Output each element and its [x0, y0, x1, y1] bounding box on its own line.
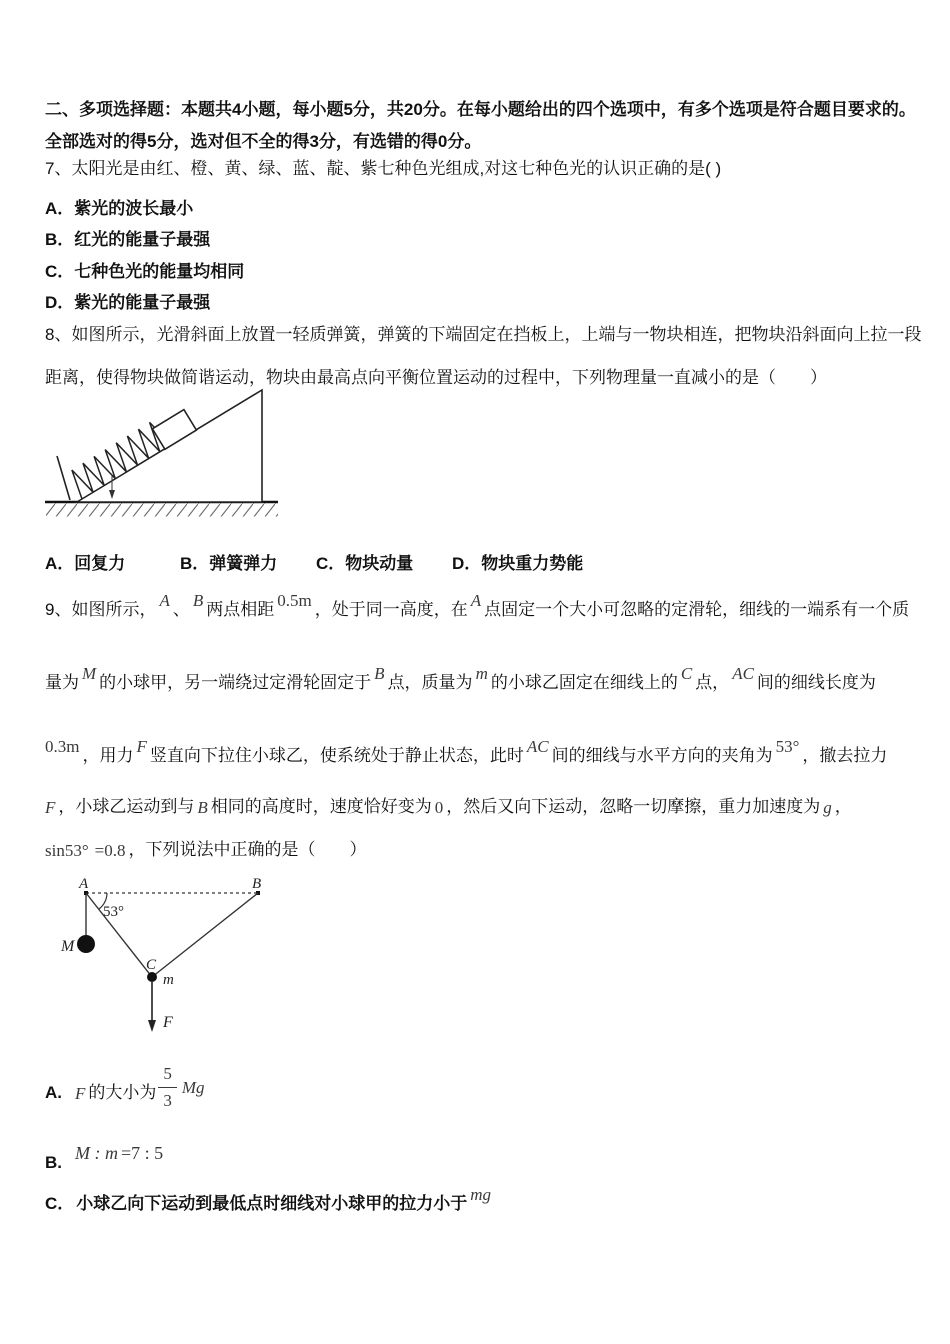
q9-option-c-text: 小球乙向下运动到最低点时细线对小球甲的拉力小于 [76, 1194, 468, 1213]
q8-option-a [45, 552, 125, 576]
ball-m-big [77, 935, 95, 953]
q9-math: F [45, 798, 56, 817]
q9-math: 0 [434, 798, 444, 817]
q9-math: B [192, 591, 204, 610]
q8-stem-line1: 8、如图所示，光滑斜面上放置一轻质弹簧，弹簧的下端固定在挡板上，上端与一物块相连，把物块沿斜面向上拉一段 [45, 325, 922, 344]
q9-text: 间的细线长度为 [756, 673, 876, 692]
label-b: B [252, 876, 262, 892]
q7-stem: 7、太阳光是由红、橙、黄、绿、蓝、靛、紫七种色光组成,对这七种色光的认识正确的是( ) [45, 159, 722, 178]
q9-option-c [45, 1185, 494, 1216]
q7-option-b [45, 228, 210, 252]
q9-math: M [82, 664, 97, 683]
q9-stem-line4 [45, 795, 852, 819]
q8-stem-line2: 距离，使得物块做简谐运动，物块由最高点向平衡位置运动的过程中，下列物理量一直减小的是（ ） [45, 368, 827, 387]
q9-math: B [197, 798, 208, 817]
q9-text: 的小球甲，另一端绕过定滑轮固定于 [99, 673, 372, 692]
q8-figure-incline-spring [40, 385, 285, 520]
q9-stem-line3 [45, 737, 888, 768]
q9-option-a-math-mg: Mg [181, 1077, 205, 1097]
label-f: F [163, 1014, 173, 1031]
q8-option-c-text: 物块动量 [345, 554, 414, 573]
q9-text: 相同的高度时，速度恰好变为 [210, 797, 432, 816]
q9-text: 、 [172, 600, 190, 619]
q9-option-b-math-italic: M : m [75, 1143, 118, 1163]
q9-text: 间的细线与水平方向的夹角为 [551, 746, 773, 765]
q7-option-a [45, 197, 193, 221]
q9-option-b-math-rest: =7 : 5 [121, 1143, 164, 1163]
q9-math: A [470, 591, 482, 610]
q7-option-c-text: 七种色光的能量均相同 [74, 262, 245, 281]
q8-option-d-text: 物块重力势能 [481, 554, 584, 573]
q7-option-d-text: 紫光的能量子最强 [74, 293, 211, 312]
q9-option-b [45, 1143, 166, 1175]
q7-option-d [45, 291, 210, 315]
fraction-numerator: 5 [158, 1062, 177, 1088]
q9-stem-line5 [45, 838, 366, 862]
q9-option-a-math-f: F [75, 1083, 86, 1103]
q9-math: 0.3m [45, 737, 80, 756]
q9-math: B [374, 664, 385, 683]
q9-text: 点固定一个大小可忽略的定滑轮，细线的一端系有一个质 [484, 600, 910, 619]
label-c: C [146, 957, 157, 973]
fraction-five-thirds [158, 1062, 177, 1113]
label-a: A [79, 876, 89, 892]
q8-option-a-label: A． [45, 554, 75, 573]
ground-hatching [46, 504, 278, 517]
q9-text: ，处于同一高度，在 [314, 600, 468, 619]
string-cb [152, 893, 258, 977]
fraction-denominator: 3 [163, 1091, 172, 1110]
q9-text: 点， [695, 673, 730, 692]
section-header-line2: 全部选对的得5分，选对但不全的得3分，有选错的得0分。 [45, 132, 482, 151]
q9-text: 竖直向下拉住小球乙，使系统处于静止状态，此时 [149, 746, 524, 765]
q9-math: AC [526, 737, 549, 756]
q9-text: ，小球乙运动到与 [58, 797, 195, 816]
section-header-line1: 二、多项选择题：本题共4小题，每小题5分，共20分。在每小题给出的四个选项中，有多个选项是符合题目要求的。 [45, 100, 916, 119]
q9-text: 9、如图所示， [45, 600, 157, 619]
q9-option-a-text: 的大小为 [88, 1082, 157, 1102]
q9-text: ，用力 [82, 746, 134, 765]
q7-option-a-text: 紫光的波长最小 [74, 199, 194, 218]
q9-option-c-math-mg: mg [470, 1185, 492, 1204]
q8-option-c-label: C． [316, 554, 346, 573]
q9-math: AC [732, 664, 754, 683]
q9-text: 的小球乙固定在细线上的 [490, 673, 678, 692]
q9-math: 53° [775, 737, 800, 756]
q9-math: g [823, 798, 832, 817]
q8-option-c [316, 552, 413, 576]
baffle-line [57, 456, 70, 500]
force-f-arrowhead [148, 1020, 156, 1032]
q9-option-c-label: C． [45, 1194, 75, 1213]
q7-option-d-label: D． [45, 293, 75, 312]
label-small-m: m [163, 972, 174, 988]
q9-math: F [136, 737, 147, 756]
q9-stem-line2 [45, 664, 876, 695]
q8-option-d-label: D． [452, 554, 482, 573]
point-c-ball [147, 972, 157, 982]
q7-option-c-label: C． [45, 262, 75, 281]
q9-text: ，然后又向下运动，忽略一切摩擦，重力加速度为 [446, 797, 821, 816]
q9-math: C [680, 664, 693, 683]
q7-option-a-label: A． [45, 199, 75, 218]
q7-option-b-label: B． [45, 230, 75, 249]
q9-option-a-label: A. [45, 1082, 62, 1102]
q8-option-b-text: 弹簧弹力 [209, 554, 278, 573]
q9-option-b-label: B. [45, 1153, 62, 1172]
q9-math: sin53° [45, 841, 89, 860]
label-big-m: M [61, 938, 75, 955]
angle-label: 53° [103, 904, 124, 920]
q9-option-a [45, 1064, 208, 1119]
q9-text: ，撤去拉力 [802, 746, 888, 765]
q9-math: =0.8 [94, 841, 126, 860]
q9-math: A [159, 591, 170, 610]
q9-text: 点，质量为 [387, 673, 473, 692]
q8-option-b-label: B． [180, 554, 210, 573]
q7-option-b-text: 红光的能量子最强 [74, 230, 211, 249]
q9-math: 0.5m [277, 591, 312, 610]
q7-option-c [45, 260, 244, 284]
q9-text: ， [834, 797, 852, 816]
q8-option-b [180, 552, 277, 576]
q9-text: 两点相距 [206, 600, 275, 619]
q9-math: m [475, 664, 488, 683]
q9-stem-line1 [45, 591, 910, 622]
q9-text: ，下列说法中正确的是（ ） [128, 840, 367, 859]
q8-option-d [452, 552, 583, 576]
q8-option-a-text: 回复力 [74, 554, 126, 573]
q9-figure-pulley-diagram [55, 868, 285, 1040]
q9-text: 量为 [45, 673, 79, 692]
